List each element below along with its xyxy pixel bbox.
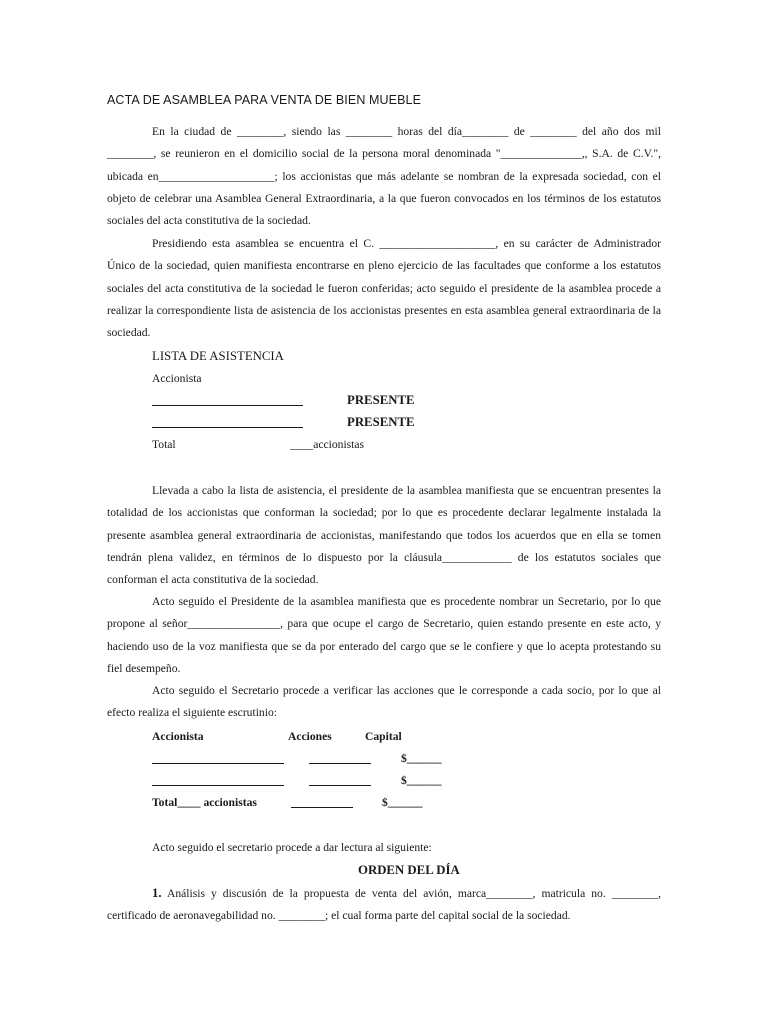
shares-row-acciones-blank: [309, 751, 371, 769]
attendance-accionista-label: Accionista: [152, 372, 202, 385]
paragraph-presidency: Presidiendo esta asamblea se encuentra el C. ____________________, en su carácter de Administrador Único de la sociedad, quien manifiesta encontrarse en pleno ejercicio de las facultades que conforme a los estatutos sociales del acta constitutiva de la sociedad le fueron conferidas; acto seguido el presidente de la asamblea procede a realizar la correspondiente lista de asistencia de los accionistas presentes en esta asamblea general extraordinaria de la sociedad.: [107, 237, 661, 340]
agenda-item-1: [107, 882, 661, 928]
shares-col-capital: Capital: [365, 730, 402, 743]
shares-total-acciones-blank: [291, 795, 353, 813]
shares-row-capital: $______: [401, 774, 442, 787]
shares-col-accionista: Accionista: [152, 730, 204, 743]
attendance-name-blank: [152, 393, 303, 406]
shares-row-name-blank: [152, 773, 284, 791]
shares-row-name-blank: [152, 751, 284, 769]
attendance-total-label: Total: [152, 438, 176, 451]
attendance-heading: LISTA DE ASISTENCIA: [152, 349, 284, 363]
agenda-item-number: 1.: [152, 886, 162, 900]
paragraph-quorum: Llevada a cabo la lista de asistencia, el presidente de la asamblea manifiesta que se encuentran presentes la totalidad de los accionistas que conforman la sociedad; por lo que es procedente declarar legalmente instalada la presente asamblea general extraordinaria de accionistas, manifestando que todos los acuerdos que en ella se tomen tendrán plena validez, en términos de lo dispuesto por la cláusula____________ de los estatutos sociales que conforman el acta constitutiva de la sociedad.: [107, 484, 661, 587]
paragraph-secretary: Acto seguido el Presidente de la asamblea manifiesta que es procedente nombrar un Secretario, por lo que propone al señor________________, para que ocupe el cargo de Secretario, quien estando presente en este acto, y haciendo uso de la voz manifiesta que se da por enterado del cargo que se le confiere y que lo acepta protestando su fiel desempeño.: [107, 595, 661, 675]
shares-row-capital: $______: [401, 752, 442, 765]
shares-total: Total____ accionistas: [152, 796, 257, 809]
shares-total-capital: $______: [382, 796, 423, 809]
attendance-row: [152, 415, 303, 433]
attendance-present-label: PRESENTE: [347, 393, 415, 407]
agenda-heading: ORDEN DEL DÍA: [358, 863, 460, 877]
paragraph-opening: En la ciudad de ________, siendo las ________ horas del día________ de ________ del año dos mil ________, se reunieron en el domicilio social de la persona moral denominada "______________,, S.A. de C.V.", ubicada en____________________; los accionistas que más adelante se nombran de la expresada sociedad, con el objeto de celebrar una Asamblea General Extraordinaria, a la que fueron convocados en los términos de los estatutos sociales del acta constitutiva de la sociedad.: [107, 125, 661, 228]
attendance-name-blank: [152, 415, 303, 428]
paragraph-scrutiny: Acto seguido el Secretario procede a verificar las acciones que le corresponde a cada socio, por lo que al efecto realiza el siguiente escrutinio:: [107, 684, 661, 720]
document-title: ACTA DE ASAMBLEA PARA VENTA DE BIEN MUEBLE: [107, 93, 422, 107]
attendance-row: [152, 393, 303, 411]
attendance-present-label: PRESENTE: [347, 415, 415, 429]
agenda-item-text: Análisis y discusión de la propuesta de venta del avión, marca________, matricula no. ________, certificado de aeronavegabilidad no. ________; el cual forma parte del capital social de la sociedad.: [107, 887, 661, 923]
paragraph-reading: Acto seguido el secretario procede a dar lectura al siguiente:: [152, 841, 432, 854]
shares-row-acciones-blank: [309, 773, 371, 791]
attendance-total: ____accionistas: [290, 438, 365, 451]
shares-col-acciones: Acciones: [288, 730, 332, 743]
